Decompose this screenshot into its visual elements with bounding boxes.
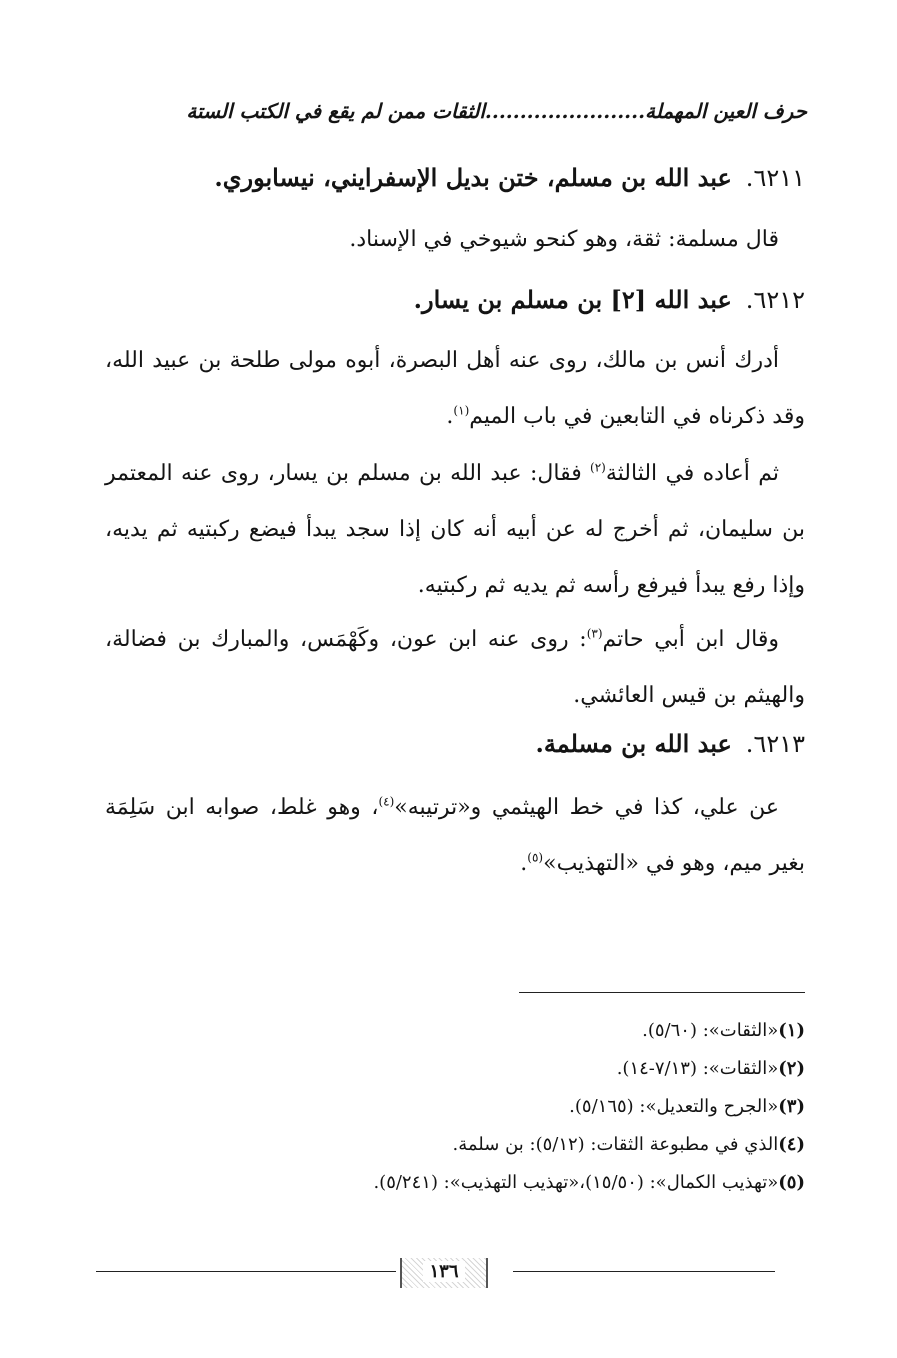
- entry-6213-paragraph-1: [105, 780, 805, 892]
- footnote-text: «الثقات»: (٧/١٣-١٤).: [616, 1058, 779, 1079]
- footnote-text: «تهذيب الكمال»: (١٥/٥٠)،«تهذيب التهذيب»: (٥/٢٤١).: [373, 1172, 779, 1193]
- entry-number: ٦٢١١.: [745, 164, 805, 192]
- footnote-item: [105, 1050, 805, 1088]
- running-header: حرف العين المهملة.......................الثقات ممن لم يقع في الكتب الستة: [186, 99, 807, 123]
- entry-6212-paragraph-3: [105, 612, 805, 724]
- paragraph-text: : روى عنه ابن عون، وكَهْمَس، والمبارك بن فضالة، والهيثم بن قيس العائشي.: [105, 627, 805, 708]
- entry-6212-paragraph-1: [105, 333, 805, 445]
- footnote-separator: [519, 992, 805, 993]
- entry-heading-6211: [105, 160, 805, 196]
- footnote-item: [105, 1012, 805, 1050]
- footer-rule-left: [96, 1271, 396, 1272]
- page-number: ١٣٦: [423, 1261, 464, 1282]
- footer-rule-right: [513, 1271, 775, 1272]
- paragraph-text: ثم أعاده في الثالثة: [605, 461, 779, 486]
- paragraph-text: عن علي، كذا في خط الهيثمي و«ترتيبه»: [394, 795, 779, 820]
- entry-number: ٦٢١٣.: [745, 730, 805, 758]
- footnote-ref-1[interactable]: (١): [453, 403, 470, 418]
- footnote-text: «الجرح والتعديل»: (٥/١٦٥).: [569, 1096, 779, 1117]
- footnote-item: [105, 1126, 805, 1164]
- page-number-box: [400, 1258, 488, 1288]
- footnote-item: [105, 1088, 805, 1126]
- footnote-text: «الثقات»: (٥/٦٠).: [642, 1020, 779, 1041]
- paragraph-text: وقال ابن أبي حاتم: [602, 627, 780, 652]
- paragraph-end: .: [446, 404, 454, 429]
- footnote-ref-2[interactable]: (٢): [590, 460, 606, 475]
- footnote-marker: (٤): [778, 1134, 805, 1155]
- paragraph-text: ، وهو غلط، صوابه ابن سَلِمَة بغير ميم، وهو في «التهذيب»: [105, 795, 805, 876]
- footnotes: [105, 1012, 805, 1202]
- entry-heading-6213: [105, 726, 805, 762]
- paragraph-text: فقال: عبد الله بن مسلم بن يسار، روى عنه المعتمر بن سليمان، ثم أخرج له عن أبيه أنه كان إذا سجد يبدأ فيضع ركبتيه ثم يديه، وإذا رفع يبدأ فيرفع رأسه ثم يديه ثم ركبتيه.: [105, 461, 805, 598]
- entry-heading-6212: [105, 282, 805, 318]
- footnote-marker: (١): [778, 1020, 805, 1041]
- entry-name: عبد الله بن مسلم، ختن بديل الإسفرايني، نيسابوري.: [214, 163, 732, 192]
- footnote-marker: (٥): [778, 1172, 805, 1193]
- entry-name: عبد الله بن مسلمة.: [535, 729, 732, 758]
- footnote-item: [105, 1164, 805, 1202]
- entry-name: عبد الله [٢] بن مسلم بن يسار.: [413, 285, 732, 314]
- footnote-ref-4[interactable]: (٤): [378, 794, 395, 809]
- entry-6211-paragraph: قال مسلمة: ثقة، وهو كنحو شيوخي في الإسناد.: [349, 227, 779, 252]
- footnote-marker: (٣): [778, 1096, 805, 1117]
- footnote-text: الذي في مطبوعة الثقات: (٥/١٢): بن سلمة.: [452, 1134, 779, 1155]
- entry-number: ٦٢١٢.: [745, 286, 805, 314]
- entry-6212-paragraph-2: [105, 446, 805, 614]
- footnote-ref-5[interactable]: (٥): [527, 850, 544, 865]
- footnote-marker: (٢): [778, 1058, 805, 1079]
- paragraph-end: .: [520, 851, 528, 876]
- paragraph-text: أدرك أنس بن مالك، روى عنه أهل البصرة، أبوه مولى طلحة بن عبيد الله، وقد ذكرناه في التابعين في باب الميم: [105, 348, 805, 429]
- footnote-ref-3[interactable]: (٣): [586, 626, 603, 641]
